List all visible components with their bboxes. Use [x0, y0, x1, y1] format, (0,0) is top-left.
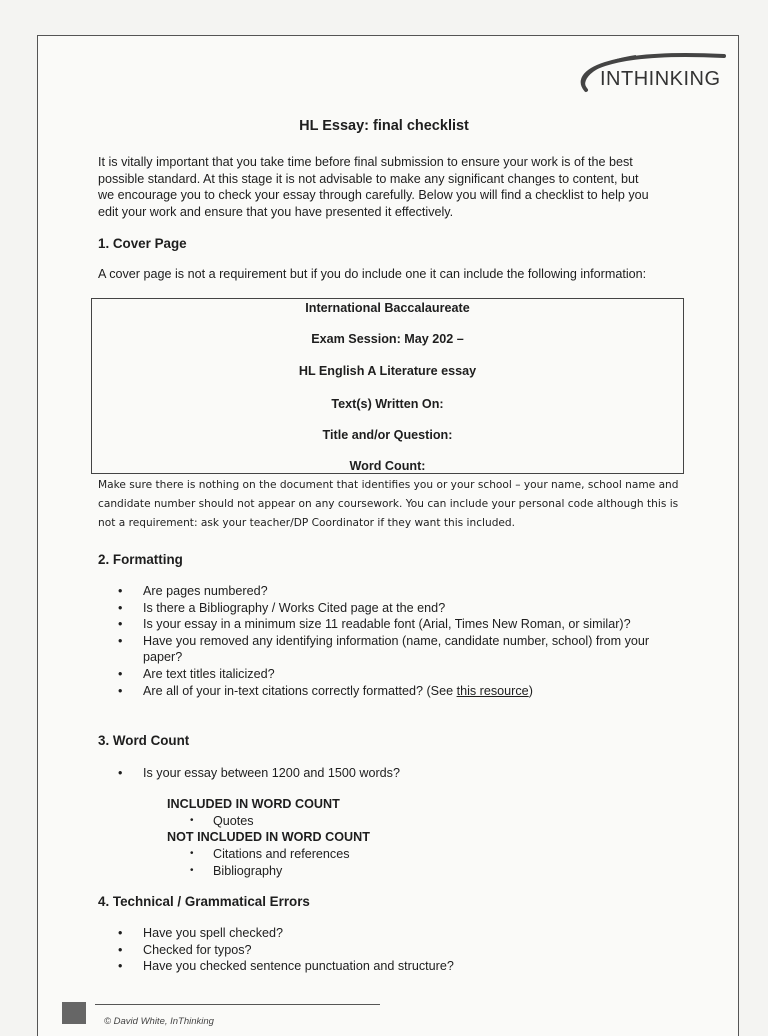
list-item: • Are pages numbered? — [118, 583, 678, 600]
footer-copyright: © David White, InThinking — [104, 1016, 214, 1027]
box-line-word-count: Word Count: — [349, 459, 426, 473]
included-label: INCLUDED IN WORD COUNT — [167, 797, 340, 811]
word-count-checklist — [118, 765, 678, 782]
section-heading-cover-page: 1. Cover Page — [98, 236, 187, 251]
citation-question-text: Are all of your in-text citations correctly formatted? (See — [143, 683, 457, 698]
section-heading-formatting: 2. Formatting — [98, 552, 183, 567]
box-line-texts: Text(s) Written On: — [331, 397, 444, 411]
resource-link[interactable]: this resource — [456, 683, 529, 698]
section-heading-technical: 4. Technical / Grammatical Errors — [98, 894, 310, 909]
list-item: • Have you checked sentence punctuation and structure? — [118, 958, 678, 975]
logo-wordmark: INTHINKING — [600, 68, 721, 90]
cover-page-template-box — [91, 298, 684, 474]
section-heading-word-count: 3. Word Count — [98, 733, 190, 748]
list-item — [118, 683, 678, 700]
excluded-label: NOT INCLUDED IN WORD COUNT — [167, 830, 370, 844]
formatting-checklist — [118, 583, 678, 699]
technical-checklist — [118, 925, 678, 975]
citation-question-end: ) — [528, 683, 533, 698]
box-line-title: Title and/or Question: — [322, 428, 453, 442]
excluded-list — [190, 846, 490, 879]
box-line-ib: International Baccalaureate — [305, 301, 470, 315]
list-item: • Is there a Bibliography / Works Cited page at the end? — [118, 600, 678, 617]
cover-page-text: A cover page is not a requirement but if you do include one it can include the following information: — [98, 267, 647, 281]
list-item: • Citations and references — [190, 846, 490, 863]
list-item: • Have you removed any identifying information (name, candidate number, school) from your paper? — [118, 633, 678, 666]
list-item: • Is your essay in a minimum size 11 readable font (Arial, Times New Roman, or similar)? — [118, 616, 678, 633]
list-item: • Quotes — [190, 813, 490, 830]
intro-paragraph: It is vitally important that you take time before final submission to ensure your work is of the best possible standard. At this stage it is not advisable to make any significant changes to content, but we encourage you to check your essay through carefully. Below you will find a checklist to help you edit your work and ensure that you have presented it effectively. — [98, 155, 649, 219]
list-item: • Bibliography — [190, 863, 490, 880]
box-line-course: HL English A Literature essay — [298, 364, 477, 378]
box-line-session: Exam Session: May 202 – — [311, 332, 464, 346]
list-item: • Have you spell checked? — [118, 925, 678, 942]
page-title: HL Essay: final checklist — [299, 118, 469, 134]
list-item: • Are text titles italicized? — [118, 666, 678, 683]
included-list — [190, 813, 490, 830]
list-item: • Is your essay between 1200 and 1500 words? — [118, 765, 678, 782]
footer-marker — [62, 1002, 86, 1024]
list-item: • Checked for typos? — [118, 942, 678, 959]
identification-note: Make sure there is nothing on the document that identifies you or your school – your name, school name and candidate number should not appear on any coursework. You can include your personal code although this is not a requirement: ask your teacher/DP Coordinator if they want this included. — [98, 479, 679, 529]
footer-divider — [95, 1004, 380, 1005]
